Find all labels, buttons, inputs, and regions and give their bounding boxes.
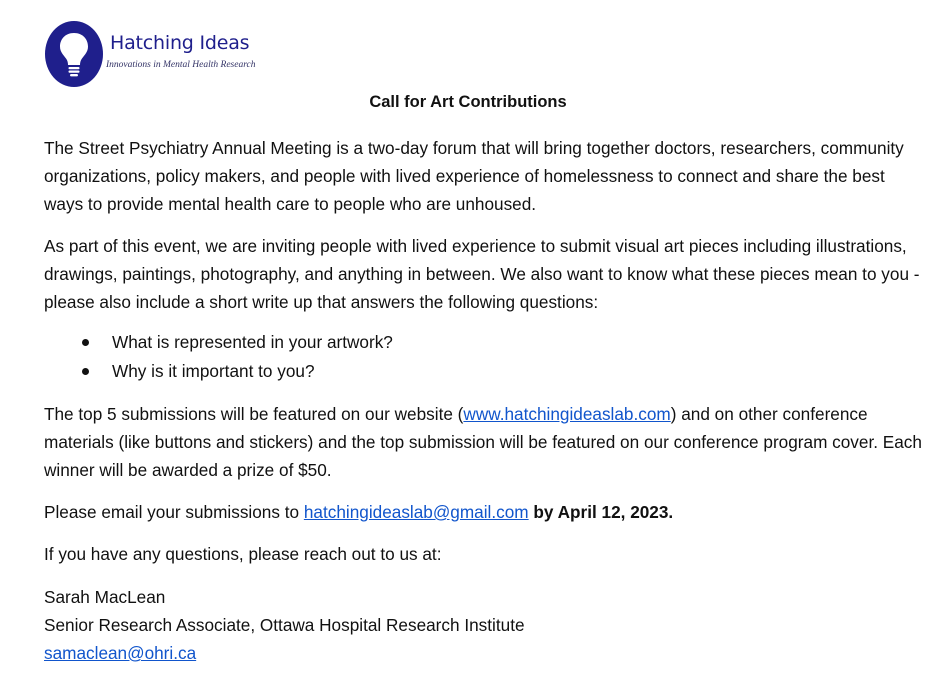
document-title: Call for Art Contributions bbox=[369, 93, 567, 111]
submissions-text-end: ) and on other conference materials (like buttons and stickers) and the top submission will be featured on our conference program cover. Each winner will be awarded a prize of $50. bbox=[44, 404, 922, 480]
question-text: What is represented in your artwork? bbox=[112, 332, 393, 352]
website-link[interactable]: www.hatchingideaslab.com bbox=[463, 404, 671, 424]
lightbulb-icon bbox=[44, 20, 104, 88]
contact-name: Sarah MacLean bbox=[44, 587, 166, 607]
question-text: Why is it important to you? bbox=[112, 361, 315, 381]
list-item bbox=[44, 328, 904, 357]
deadline-text: by April 12, 2023. bbox=[533, 502, 674, 522]
list-item bbox=[44, 357, 904, 386]
contact-email-link[interactable]: samaclean@ohri.ca bbox=[44, 643, 197, 663]
contact-block bbox=[44, 583, 924, 667]
contact-role: Senior Research Associate, Ottawa Hospital Research Institute bbox=[44, 615, 525, 635]
bullet-icon bbox=[82, 368, 89, 375]
questions-list bbox=[44, 328, 904, 386]
questions-paragraph: If you have any questions, please reach out to us at: bbox=[44, 544, 442, 564]
submission-email-link[interactable]: hatchingideaslab@gmail.com bbox=[303, 502, 529, 522]
intro-paragraph: The Street Psychiatry Annual Meeting is a two-day forum that will bring together doctors, researchers, community organizations, policy makers, and people with lived experience of homelessness to connect and share the best ways to provide mental health care to people who are unhoused. bbox=[44, 138, 904, 214]
invitation-paragraph: As part of this event, we are inviting people with lived experience to submit visual art pieces including illustrations, drawings, paintings, photography, and anything in between. We also want to know what these pieces mean to you - please also include a short write up that answers the following questions: bbox=[44, 236, 920, 312]
logo-tagline: Innovations in Mental Health Research bbox=[106, 60, 256, 70]
bullet-icon bbox=[82, 339, 89, 346]
email-text: Please email your submissions to bbox=[44, 502, 304, 522]
email-paragraph bbox=[44, 498, 924, 526]
submissions-text-start: The top 5 submissions will be featured on our website ( bbox=[44, 404, 464, 424]
logo-title: Hatching Ideas bbox=[110, 32, 250, 54]
hatching-ideas-logo bbox=[44, 20, 264, 88]
submissions-paragraph bbox=[44, 400, 924, 484]
